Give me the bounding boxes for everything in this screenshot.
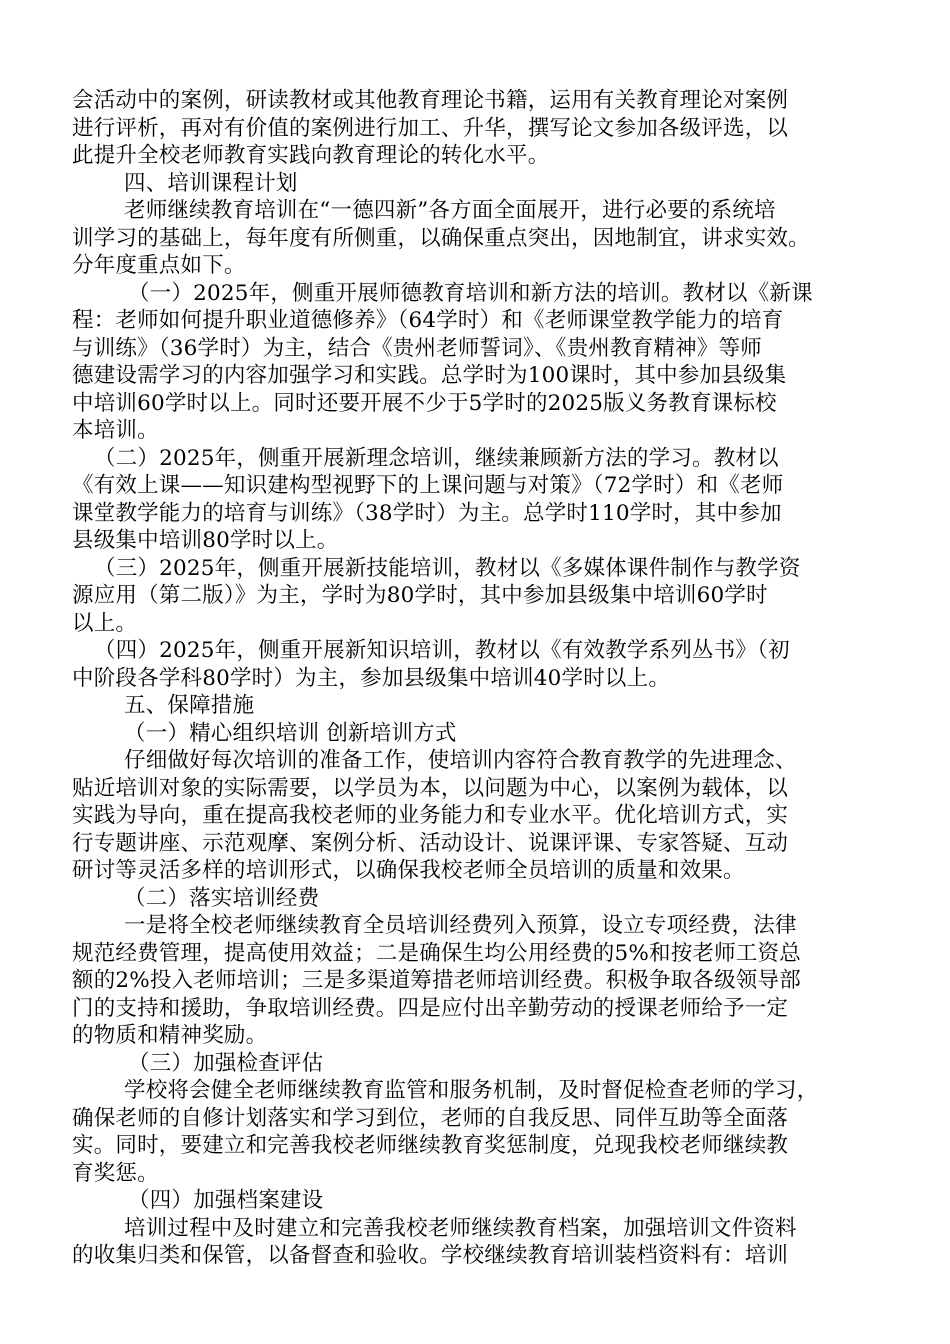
text-line: （二）2025年，侧重开展新理念培训，继续兼顾新方法的学习。教材以: [94, 445, 779, 471]
text-line: 行专题讲座、示范观摩、案例分析、活动设计、说课评课、专家答疑、互动: [72, 830, 789, 856]
text-line: （四）加强档案建设: [128, 1188, 324, 1213]
text-line: 中阶段各学科80学时）为主，参加县级集中培训40学时以上。: [72, 665, 671, 691]
text-line: 程：老师如何提升职业道德修养》（64学时）和《老师课堂教学能力的培育: [72, 308, 784, 333]
text-line: 门的支持和援助，争取培训经费。四是应付出辛勤劳动的授课老师给予一定: [72, 995, 789, 1021]
text-line: 此提升全校老师教育实践向教育理论的转化水平。: [72, 143, 550, 168]
text-line: 分年度重点如下。: [72, 253, 246, 278]
text-line: 德建设需学习的内容加强学习和实践。总学时为100课时，其中参加县级集: [72, 363, 787, 388]
text-line: 训学习的基础上，每年度有所侧重，以确保重点突出，因地制宜，讲求实效。: [72, 225, 810, 251]
text-line: 本培训。: [72, 418, 159, 443]
text-line: 确保老师的自修计划落实和学习到位，老师的自我反思、同伴互助等全面落: [72, 1105, 789, 1131]
document-body: [72, 87, 872, 1270]
text-line: 仔细做好每次培训的准备工作，使培训内容符合教育教学的先进理念、: [124, 748, 797, 773]
text-line: 会活动中的案例，研读教材或其他教育理论书籍，运用有关教育理论对案例: [72, 88, 789, 113]
text-line: 规范经费管理，提高使用效益；二是确保生均公用经费的5%和按老师工资总: [72, 940, 801, 966]
text-line: 四、培训课程计划: [124, 170, 298, 196]
text-line: 课堂教学能力的培育与训练》（38学时）为主。总学时110学时，其中参加: [72, 500, 782, 526]
text-line: 额的2%投入老师培训；三是多渠道筹措老师培训经费。积极争取各级领导部: [72, 968, 801, 993]
text-line: 培训过程中及时建立和完善我校老师继续教育档案，加强培训文件资料: [124, 1215, 797, 1241]
text-line: 实。同时，要建立和完善我校老师继续教育奖惩制度，兑现我校老师继续教: [72, 1133, 789, 1158]
text-line: 学校将会健全老师继续教育监管和服务机制，及时督促检查老师的学习，: [124, 1078, 819, 1103]
text-line: （三）加强检查评估: [128, 1050, 324, 1076]
text-line: 源应用（第二版）》为主，学时为80学时，其中参加县级集中培训60学时: [72, 583, 768, 608]
text-line: 研讨等灵活多样的培训形式，以确保我校老师全员培训的质量和效果。: [72, 858, 745, 883]
text-line: （三）2025年，侧重开展新技能培训，教材以《多媒体课件制作与教学资: [94, 555, 801, 581]
text-line: 中培训60学时以上。同时还要开展不少于5学时的2025版义务教育课标校: [72, 390, 777, 416]
text-line: （一）精心组织培训 创新培训方式: [124, 720, 457, 746]
text-line: 县级集中培训80学时以上。: [72, 528, 339, 553]
text-line: 以上。: [72, 610, 138, 636]
text-line: 一是将全校老师继续教育全员培训经费列入预算，设立专项经费，法律: [124, 913, 797, 938]
text-line: 的收集归类和保管，以备督查和验收。学校继续教育培训装档资料有：培训: [72, 1243, 789, 1268]
text-line: 与训练》（36学时）为主，结合《贵州老师誓词》、《贵州教育精神》等师: [72, 335, 762, 361]
text-line: （一）2025年，侧重开展师德教育培训和新方法的培训。教材以《新课: [128, 280, 813, 306]
text-line: 的物质和精神奖励。: [72, 1023, 268, 1048]
text-line: 《有效上课——知识建构型视野下的上课问题与对策》（72学时）和《老师: [72, 473, 784, 498]
text-line: 育奖惩。: [72, 1160, 159, 1186]
text-line: 实践为导向，重在提高我校老师的业务能力和专业水平。优化培训方式，实: [72, 803, 789, 828]
text-line: 五、保障措施: [124, 693, 255, 718]
text-line: 进行评析，再对有价值的案例进行加工、升华，撰写论文参加各级评选，以: [72, 115, 789, 141]
text-line: （二）落实培训经费: [124, 885, 320, 911]
text-line: （四）2025年，侧重开展新知识培训，教材以《有效教学系列丛书》（初: [94, 638, 790, 663]
text-line: 贴近培训对象的实际需要，以学员为本，以问题为中心，以案例为载体，以: [72, 775, 789, 801]
text-line: 老师继续教育培训在“一德四新”各方面全面展开，进行必要的系统培: [124, 198, 776, 223]
